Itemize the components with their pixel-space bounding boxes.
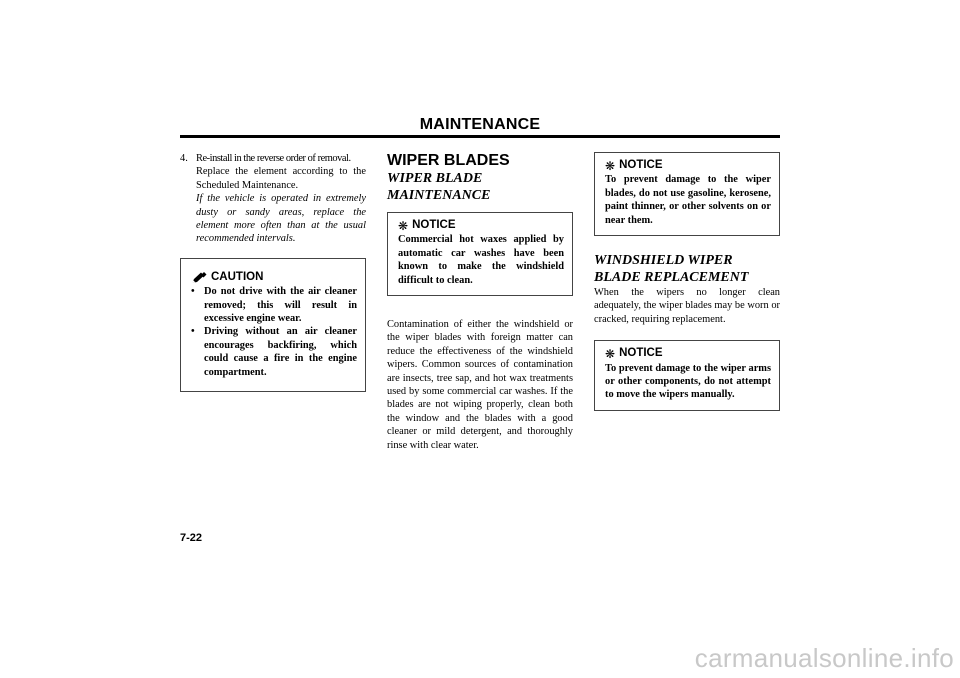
notice-title	[605, 159, 771, 172]
caution-list	[191, 285, 357, 379]
notice-label: NOTICE	[619, 347, 663, 360]
notice-label: NOTICE	[619, 159, 663, 171]
notice-text: Commercial hot waxes applied by automatic car washes have been known to make the windshield difficult to clean.	[398, 234, 564, 286]
pencil-icon	[191, 272, 207, 284]
middle-column	[387, 152, 573, 452]
step-sub-text: Replace the element according to the Scheduled Maintenance.	[196, 166, 366, 191]
caution-title	[191, 271, 357, 284]
caution-label: CAUTION	[211, 270, 264, 283]
notice-text: To prevent damage to the wiper blades, do not use gasoline, kerosene, paint thinner, or other solvents on or near them.	[605, 174, 771, 226]
contamination-paragraph: Contamination of either the windshield or the wiper blades with foreign matter can reduce the effectiveness of the windshield wipers. Common sources of contamination are insects, tree sap, and hot wax treatments used by some commercial car washes. If the blades are not wiping properly, clean both the window and the blades with a good cleaner or mild detergent, and thoroughly rinse with clear water.	[387, 319, 573, 451]
notice-box	[594, 152, 780, 236]
replacement-paragraph: When the wipers no longer clean adequately, the wiper blades may be worn or cracked, requiring replacement.	[594, 287, 780, 325]
caution-box	[180, 258, 366, 392]
subsection-title: WIPER BLADE MAINTENANCE	[387, 171, 491, 203]
caution-item: • Do not drive with the air cleaner removed; this will result in excessive engine wear.	[191, 286, 357, 325]
notice-box	[594, 340, 780, 411]
notice-label: NOTICE	[412, 219, 456, 231]
notice-title	[398, 219, 564, 232]
step-text: Re-install in the reverse order of removal.	[196, 153, 351, 164]
header-rule	[180, 135, 780, 138]
step-number: 4.	[180, 153, 188, 164]
page-header-title: MAINTENANCE	[419, 116, 541, 133]
section-title: WIPER BLADES	[387, 152, 510, 169]
notice-title	[605, 347, 771, 360]
step-italic-note: If the vehicle is operated in extremely dusty or sandy areas, replace the element more often than at the usual recommended intervals.	[196, 193, 366, 245]
step-4	[180, 152, 366, 246]
caution-item: • Driving without an air cleaner encourages backfiring, which could cause a fire in the engine compartment.	[191, 326, 357, 378]
page-number: 7-22	[180, 532, 203, 544]
star-icon: ❋	[605, 346, 616, 361]
watermark: carmanualsonline.info	[694, 643, 954, 673]
left-column	[180, 152, 366, 392]
star-icon: ❋	[398, 218, 409, 233]
star-icon: ❋	[605, 158, 616, 173]
right-column	[594, 152, 780, 411]
notice-text: To prevent damage to the wiper arms or other components, do not attempt to move the wipers manually.	[605, 362, 771, 401]
subsection-title: WINDSHIELD WIPER BLADE REPLACEMENT	[594, 253, 749, 286]
notice-box	[387, 212, 573, 296]
